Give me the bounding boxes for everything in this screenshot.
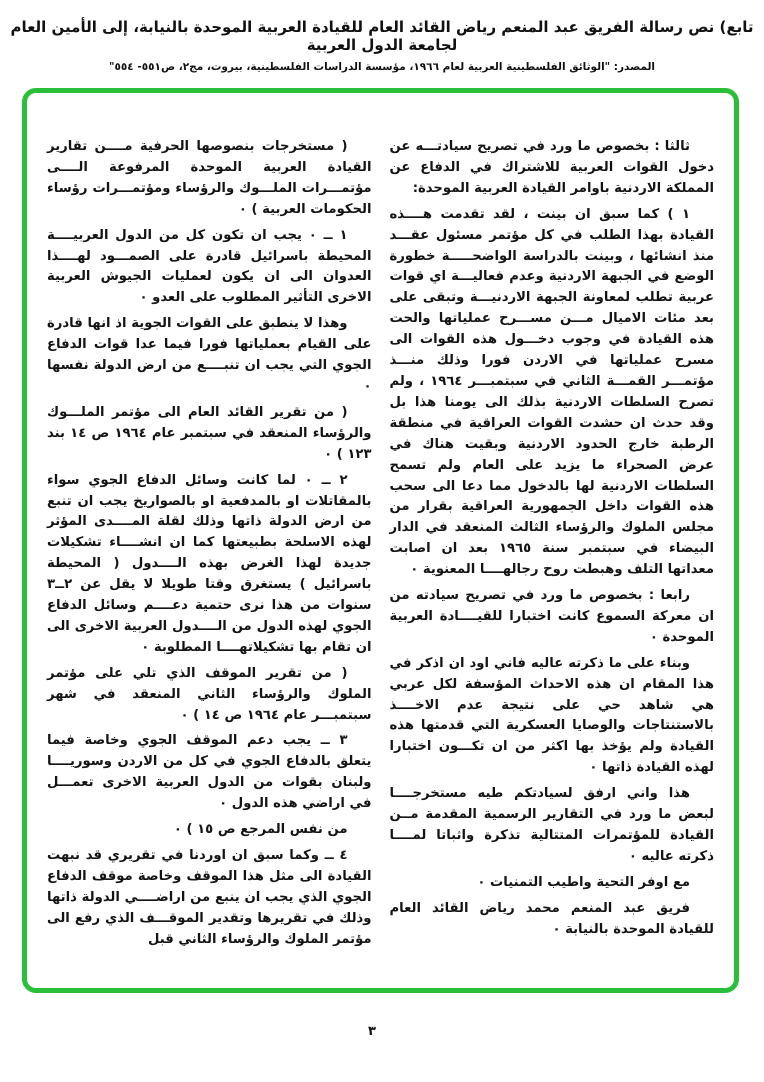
- document-header: [0, 18, 764, 73]
- paragraph: ( مستخرجات بنصوصها الحرفية مــــن تقارير القيادة العربية الموحدة المرفوعة الــــى مؤتمـــرات الملـــوك والرؤساء ومؤتمـــرات رؤساء الحكومات العربية ) ٠: [47, 139, 372, 217]
- paragraph: مع اوفر التحية واطيب التمنيات ٠: [477, 874, 690, 890]
- page-number: ٣: [368, 1024, 376, 1039]
- column-right: [390, 137, 715, 974]
- paragraph: فريق عبد المنعم محمد رياض القائد العام للقيادة الموحدة بالنيابة ٠: [389, 900, 714, 937]
- paragraph: من نفس المرجع ص ١٥ ) ٠: [173, 822, 348, 838]
- source-citation: المصدر: "الوثائق الفلسطينية العربية لعام ١٩٦٦، مؤسسة الدراسات الفلسطينية، بيروت، مج٢، ص٥٥١- ٥٥٤": [108, 61, 656, 73]
- document-title: تابع) نص رسالة الفريق عبد المنعم رياض القائد العام للقيادة العربية الموحدة بالنيابة، إلى الأمين العام لجامعة الدول العربية: [10, 18, 754, 54]
- paragraph: وبناء على ما ذكرته عاليه فاني اود ان اذكر في هذا المقام ان هذه الاحداث المؤسفة لكل عربي هي شاهد حي على نتيجة عدم الاخــــذ بالاستنتاجات والوصايا العسكرية التي قدمتها هذه القيادة ولم يؤخذ بها اكثر من ان تكـــون اختبارا لهذه القيادة ذاتها ٠: [389, 655, 714, 776]
- paragraph: وهذا لا ينطبق على القوات الجوية اذ انها قادرة على القيام بعملياتها فورا فيما عدا قوات الدفاع الجوي التي يجب ان تنبــــع من ارض الدولة نفسها ٠: [47, 316, 372, 394]
- column-left: [47, 137, 372, 974]
- paragraph: ٣ ــ يجب دعم الموقف الجوي وخاصة فيما يتعلق بالدفاع الجوي في كل من الاردن وسوريــــا ولبنان بقوات من الدول العربية الاخرى تعمـــل في اراضي هذه الدول ٠: [47, 733, 372, 812]
- paragraph: ٢ ــ ٠ لما كانت وسائل الدفاع الجوي سواء بالمقاتلات او بالمدفعية او بالصواريخ يجب ان تنبع من ارض الدولة ذاتها وذلك لقلة المــــدى المؤثر لهذه الاسلحة بطبيعتها كما ان انشــــاء تشكيلات جديدة لهذا الغرض بهذه الــــدول ( المحيطة باسرائيل ) يستغرق وقتا طويلا لا يقل عن ٢ــ٣ سنوات من هذا نرى حتمية دعــــم وسائل الدفاع الجوي لهذه الدول من الــــدول العربية الاخرى الى ان تقام بها تشكيلاتهــــا المطلوبة ٠: [47, 472, 372, 655]
- paragraph: ( من تقرير الموقف الذي تلي على مؤتمر الملوك والرؤساء الثاني المنعقد في شهر سبتمبـــر عام ١٩٦٤ ص ١٤ ) ٠: [47, 665, 372, 723]
- paragraph: ١ ــ ٠ يجب ان تكون كل من الدول العربيــــة المحيطة باسرائيل قادرة على الصمـــود لهــــذا العدوان الى ان يكون لعمليات الجيوش العربية الاخرى التأثير المطلوب على العدو ٠: [47, 227, 372, 306]
- two-column-text: [47, 137, 714, 974]
- paragraph: ثالثا : بخصوص ما ورد في تصريح سيادتـــه عن دخول القوات العربية للاشتراك في الدفاع عن المملكة الاردنية باوامر القيادة العربية الموحدة:: [389, 139, 714, 196]
- paragraph: ٤ ــ وكما سبق ان اوردنا في تقريري قد نبهت القيادة الى مثل هذا الموقف وخاصة موقف الدفاع الجوي الذي يجب ان ينبع من اراضــــي الدولة ذاتها وذلك في تقريرها وتقدير الموقـــف الذي رفع الى مؤتمر الملوك والرؤساء الثاني قبل: [47, 848, 372, 947]
- paragraph: هذا واني ارفق لسيادتكم طيه مستخرجــــا لبعض ما ورد في التقارير الرسمية المقدمة مــن القيادة للمؤتمرات المتتالية تذكرة واثباتا لمــــا ذكرته عاليه ٠: [389, 786, 714, 864]
- paragraph: ١ ) كما سبق ان بينت ، لقد تقدمت هــــذه القيادة بهذا الطلب في كل مؤتمر مسئول عقـــد منذ انشائها ، وبينت بالدراسة الواضحـــــة خطورة الوضع في الجبهة الاردنية وعدم فعاليـــة اي قوات عربية تطلب لمعاونة الجبهة الاردنيـــة وتبقى على بعد مئات الاميال مـــن مســـرح عملياتها والحت هذه القيادة في وجوب دخـــول هذه القوات الى مسرح عملياتها في الاردن فورا وذلك منـــذ مؤتمـــر القمـــة الثاني في سبتمبـــر ١٩٦٤ ، ولم تصرح السلطات الاردنية بذلك الى يومنا هذا بل وقد حدث ان حشدت القوات العراقية في منطقة الرطبة خارج الحدود الاردنية وبقيت هناك في عرض الصحراء ما يزيد على العام ولم تسمح السلطات الاردنية لها بالدخول مما دعا الى سحب هذه القوات داخل الجمهورية العراقية بقرار من مجلس الملوك والرؤساء الثالث المنعقد في الدار البيضاء في سبتمبر سنة ١٩٦٥ بعد ان اصابت معداتها التلف وهبطت روح رجالهــــا المعنوية ٠: [389, 206, 714, 578]
- paragraph: رابعا : بخصوص ما ورد في تصريح سيادته من ان معركة السموع كانت اختبارا للقيــــادة العربية الموحدة ٠: [389, 588, 714, 645]
- paragraph: ( من تقرير القائد العام الى مؤتمر الملـــوك والرؤساء المنعقد في سبتمبر عام ١٩٦٤ ص ١٤ بند ١٢٣ ) ٠: [47, 404, 372, 462]
- green-border-box: [22, 88, 739, 993]
